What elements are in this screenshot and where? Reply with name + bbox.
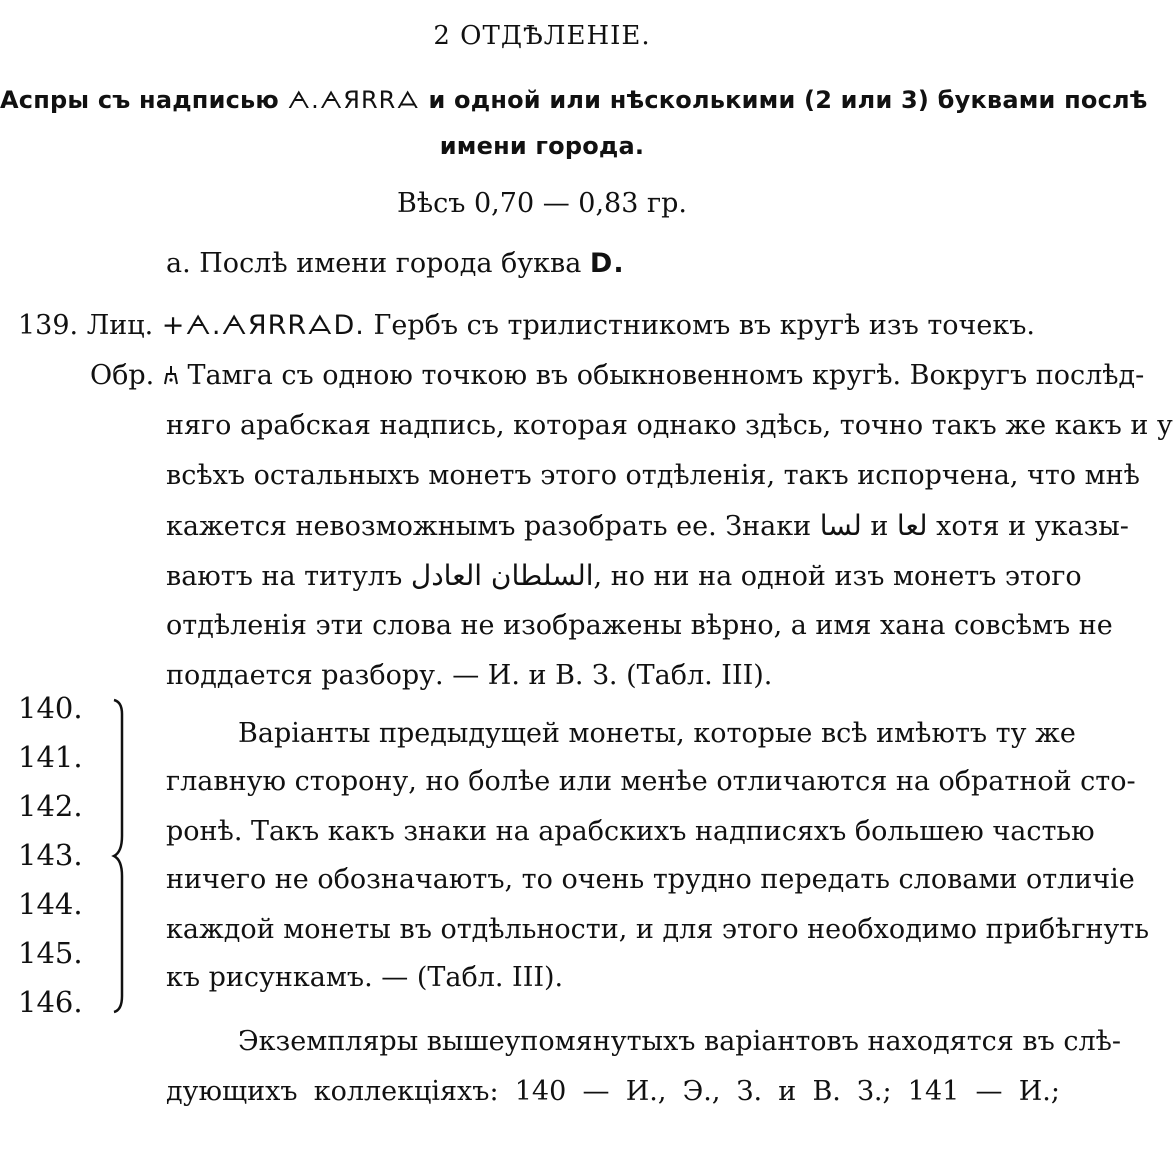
variant-number: 140. xyxy=(18,691,83,725)
variants-line2: главную сторону, но болѣе или менѣе отличаются на обратной сто- xyxy=(166,766,1136,797)
coin-139-line3: всѣхъ остальныхъ монетъ этого отдѣленія, такъ испорчена, что мнѣ xyxy=(166,460,1140,491)
arabic-sign-2: لعا xyxy=(896,509,928,542)
reverse-description-line1: Тамга съ одною точкою въ обыкновенномъ кругѣ. Вокругъ послѣд- xyxy=(187,360,1145,391)
variant-number: 141. xyxy=(18,740,83,774)
line5-text-a: ваютъ на титулъ xyxy=(166,561,403,592)
variant-number: 144. xyxy=(18,887,83,921)
coin-139-line6: отдѣленія эти слова не изображены вѣрно, а имя хана совсѣмъ не xyxy=(166,610,1113,641)
subtitle-text-part2: и одной или нѣсколькими (2 или 3) буквами послѣ xyxy=(428,86,1148,114)
variant-number: 146. xyxy=(18,985,83,1019)
tamga-icon xyxy=(163,364,179,386)
obverse-label: Лиц. xyxy=(86,310,154,341)
variant-number: 142. xyxy=(18,789,83,823)
line5-text-b: , но ни на одной изъ монетъ этого xyxy=(593,561,1082,592)
coin-139-reverse-line1 xyxy=(90,360,1145,392)
coin-139-number: 139. xyxy=(18,310,79,341)
subsection-heading xyxy=(166,248,625,280)
coin-139-line4 xyxy=(166,509,1129,543)
curly-brace-icon xyxy=(100,696,140,1016)
weight-range: Вѣсъ 0,70 — 0,83 гр. xyxy=(397,188,687,219)
variant-number: 143. xyxy=(18,838,83,872)
coin-139-line5 xyxy=(166,559,1082,593)
reverse-label: Обр. xyxy=(90,360,155,391)
collections-line1: Экземпляры вышеупомянутыхъ варіантовъ находятся въ слѣ- xyxy=(238,1026,1122,1057)
variant-number: 145. xyxy=(18,936,83,970)
variants-line3: ронѣ. Такъ какъ знаки на арабскихъ надписяхъ большею частью xyxy=(166,816,1095,847)
variants-line5: каждой монеты въ отдѣльности, и для этого необходимо прибѣгнуть xyxy=(166,914,1150,945)
arabic-sign-1: لسا xyxy=(819,509,862,542)
section-subtitle-line1 xyxy=(0,84,1148,116)
obverse-description: Гербъ съ трилистникомъ въ кругѣ изъ точекъ. xyxy=(373,310,1035,341)
subtitle-text-part1: Аспры съ надписью xyxy=(0,86,279,114)
coin-139-line7: поддается разбору. — И. и В. З. (Табл. III). xyxy=(166,660,773,691)
line4-text-a: кажется невозможнымъ разобрать ее. Знаки xyxy=(166,511,812,542)
line4-text-c: хотя и указы- xyxy=(936,511,1129,542)
arabic-title: السلطان العادل xyxy=(410,559,594,592)
section-title: 2 ОТДѢЛЕНІЕ. xyxy=(433,21,651,51)
variants-line6: къ рисункамъ. — (Табл. III). xyxy=(166,962,564,993)
subtitle-legend: ᗅ.ᗅЯRRᗋ xyxy=(287,86,420,114)
obverse-legend: +ᗅ.ᗅЯRRᗋD. xyxy=(161,310,365,341)
subsection-letter: D. xyxy=(589,248,625,279)
line4-text-b: и xyxy=(870,511,889,542)
variants-line1: Варіанты предыдущей монеты, которые всѣ имѣютъ ту же xyxy=(238,718,1076,749)
collections-line2: дующихъ коллекціяхъ: 140 — И., Э., З. и В. З.; 141 — И.; xyxy=(166,1076,1060,1107)
coin-139-line2: няго арабская надпись, которая однако здѣсь, точно такъ же какъ и у xyxy=(166,410,1173,441)
subsection-text: а. Послѣ имени города буква xyxy=(166,248,582,279)
coin-139-obverse xyxy=(18,310,1035,342)
section-subtitle-line2: имени города. xyxy=(439,132,645,160)
variants-line4: ничего не обозначаютъ, то очень трудно передать словами отличіе xyxy=(166,864,1135,895)
